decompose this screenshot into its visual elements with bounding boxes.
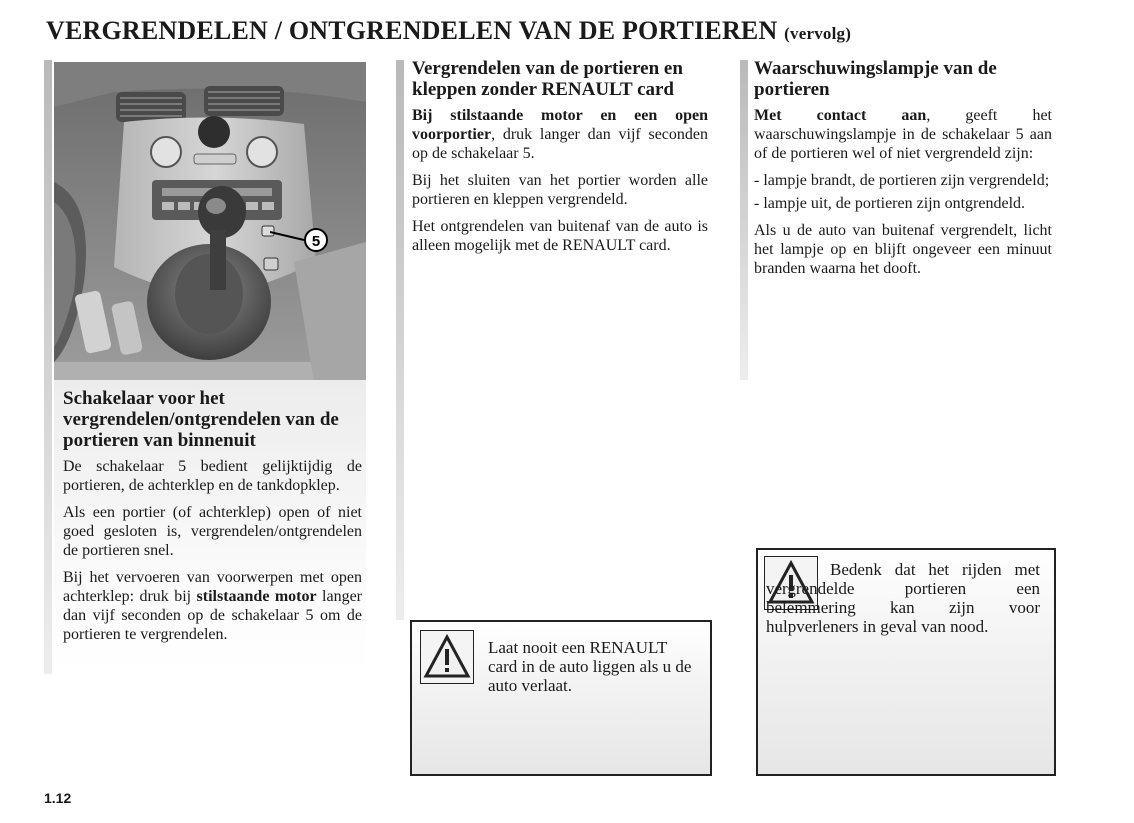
switch-paragraph-1: De schakelaar 5 bedient gelijktijdig de portieren, de achterklep en de tankdopklep. (63, 458, 362, 494)
lock-paragraph-3: Het ontgrendelen van buitenaf van de auto is alleen mogelijk met de RENAULT card. (412, 218, 708, 254)
warning-lamp-heading: Waarschuwingslampje van de portieren (754, 58, 997, 100)
middle-column-bar (396, 60, 404, 620)
lamp-paragraph-2: Als u de auto van buitenaf vergrendelt, licht het lampje op en blijft ongeveer een minuut branden waarna het dooft. (754, 222, 1052, 277)
switch-paragraph-3 (63, 568, 362, 644)
lock-paragraph-1 (412, 106, 708, 163)
lamp-status-item: - lampje uit, de portieren zijn ontgrendeld. (754, 195, 1026, 212)
lock-paragraph-2: Bij het sluiten van het portier worden alle portieren en kleppen vergrendeld. (412, 172, 708, 208)
lock-paragraph-1-rest: , druk langer dan vijf seconden op de schakelaar 5. (412, 126, 708, 162)
emergency-warning-text (766, 560, 1040, 636)
lock-paragraph-1-bold: Bij stilstaande motor en een open voorportier (412, 107, 708, 143)
card-warning-icon-frame (420, 630, 474, 684)
emergency-warning-text-content: Bedenk dat het rijden met vergrendelde portieren een belemmering kan zijn voor hulpverleners in geval van nood. (766, 560, 1040, 636)
right-column (754, 58, 1052, 286)
callout-label: 5 (311, 233, 321, 250)
middle-column (412, 58, 708, 263)
page-number: 1.12 (44, 790, 72, 806)
switch-paragraph-3-a: Bij het vervoeren van voorwerpen met open achterklep: druk bij (63, 569, 362, 605)
card-warning-text: Laat nooit een RENAULT card in de auto liggen als u de auto verlaat. (488, 638, 692, 695)
emergency-warning-box (756, 548, 1056, 776)
dashboard-photo (54, 62, 366, 382)
switch-paragraph-3-bold: stilstaande motor (196, 588, 317, 605)
left-column-bar (44, 60, 52, 674)
left-text-box (54, 380, 366, 670)
switch-section-heading: Schakelaar voor het vergrendelen/ontgrendelen van de portieren van binnenuit (63, 388, 339, 451)
switch-paragraph-2: Als een portier (of achterklep) open of niet goed gesloten is, vergrendelen/ontgrendelen de portieren snel. (63, 504, 362, 559)
card-warning-box (410, 620, 712, 776)
lamp-status-list (754, 171, 1052, 213)
page-title-text: VERGRENDELEN / ONTGRENDELEN VAN DE PORTIEREN (46, 16, 778, 45)
lamp-paragraph-1 (754, 106, 1052, 163)
page-title-suffix: (vervolg) (784, 24, 852, 43)
lamp-paragraph-1-rest: , geeft het waarschuwingslampje in de schakelaar 5 aan of de portieren wel of niet vergrendeld zijn: (754, 107, 1052, 162)
switch-paragraph-3-b: langer dan vijf seconden op de schakelaar 5 om de portieren te vergrendelen. (63, 588, 362, 643)
lamp-status-item: - lampje brandt, de portieren zijn vergrendeld; (754, 172, 1050, 189)
page-title (46, 16, 1086, 46)
right-column-bar (740, 60, 748, 380)
lamp-paragraph-1-bold: Met contact aan (754, 107, 927, 124)
warning-icon (421, 631, 473, 683)
lock-without-card-heading: Vergrendelen van de portieren en kleppen zonder RENAULT card (412, 58, 683, 100)
dashboard-illustration (54, 62, 366, 382)
